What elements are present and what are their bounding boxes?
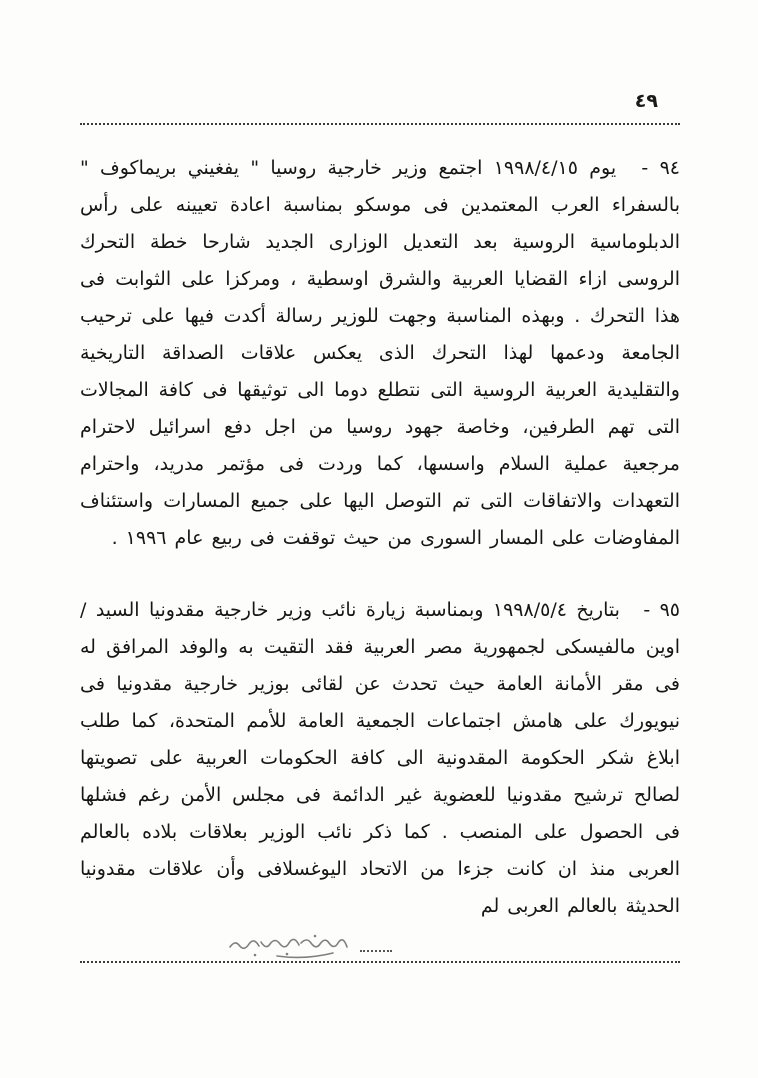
paragraph-95-marker: ٩٥ - [643,599,681,621]
handwritten-note-icon [215,927,355,961]
paragraph-95 [80,592,680,925]
page-number: ٤٩ [634,90,658,112]
document-body [80,150,680,925]
footer-dotted-mark [360,950,392,952]
paragraph-94 [80,150,680,557]
paragraph-94-text: يوم ١٩٩٨/٤/١٥ اجتمع وزير خارجية روسيا " يفغيني بريماكوف " بالسفراء العرب المعتمدين فى موسكو بمناسبة اعادة تعيينه على رأس الدبلوماسية الروسية بعد التعديل الوزارى الجديد شارحا خطة التحرك الروسى ازاء القضايا العربية والشرق اوسطية ، ومركزا على الثوابت فى هذا التحرك . وبهذه المناسبة وجهت للوزير رسالة أكدت فيها على ترحيب الجامعة ودعمها لهذا التحرك الذى يعكس علاقات الصداقة التاريخية والتقليدية العربية الروسية التى نتطلع دوما الى توثيقها فى كافة المجالات التى تهم الطرفين، وخاصة جهود روسيا من اجل دفع اسرائيل لاحترام مرجعية عملية السلام واسسها، كما وردت فى مؤتمر مدريد، واحترام التعهدات والاتفاقات التى تم التوصل اليها على جميع المسارات واستئناف المفاوضات على المسار السورى من حيث توقفت فى ربيع عام ١٩٩٦ . [80,157,680,549]
top-dotted-divider [80,123,680,125]
paragraph-94-marker: ٩٤ - [641,157,680,179]
bottom-dotted-divider [80,961,680,963]
paragraph-95-text: بتاريخ ١٩٩٨/٥/٤ وبمناسبة زيارة نائب وزير خارجية مقدونيا السيد / اوين مالفيسكى لجمهورية مصر العربية فقد التقيت به والوفد المرافق له فى مقر الأمانة العامة حيث تحدث عن لقائى بوزير خارجية مقدونيا فى نيويورك على هامش اجتماعات الجمعية العامة للأمم المتحدة، كما طلب ابلاغ شكر الحكومة المقدونية الى كافة الحكومات العربية على تصويتها لصالح ترشيح مقدونيا للعضوية غير الدائمة فى مجلس الأمن رغم فشلها فى الحصول على المنصب . كما ذكر نائب الوزير بعلاقات بلاده بالعالم العربى منذ ان كانت جزءا من الاتحاد اليوغسلافى وأن علاقات مقدونيا الحديثة بالعالم العربى لم [80,599,680,917]
